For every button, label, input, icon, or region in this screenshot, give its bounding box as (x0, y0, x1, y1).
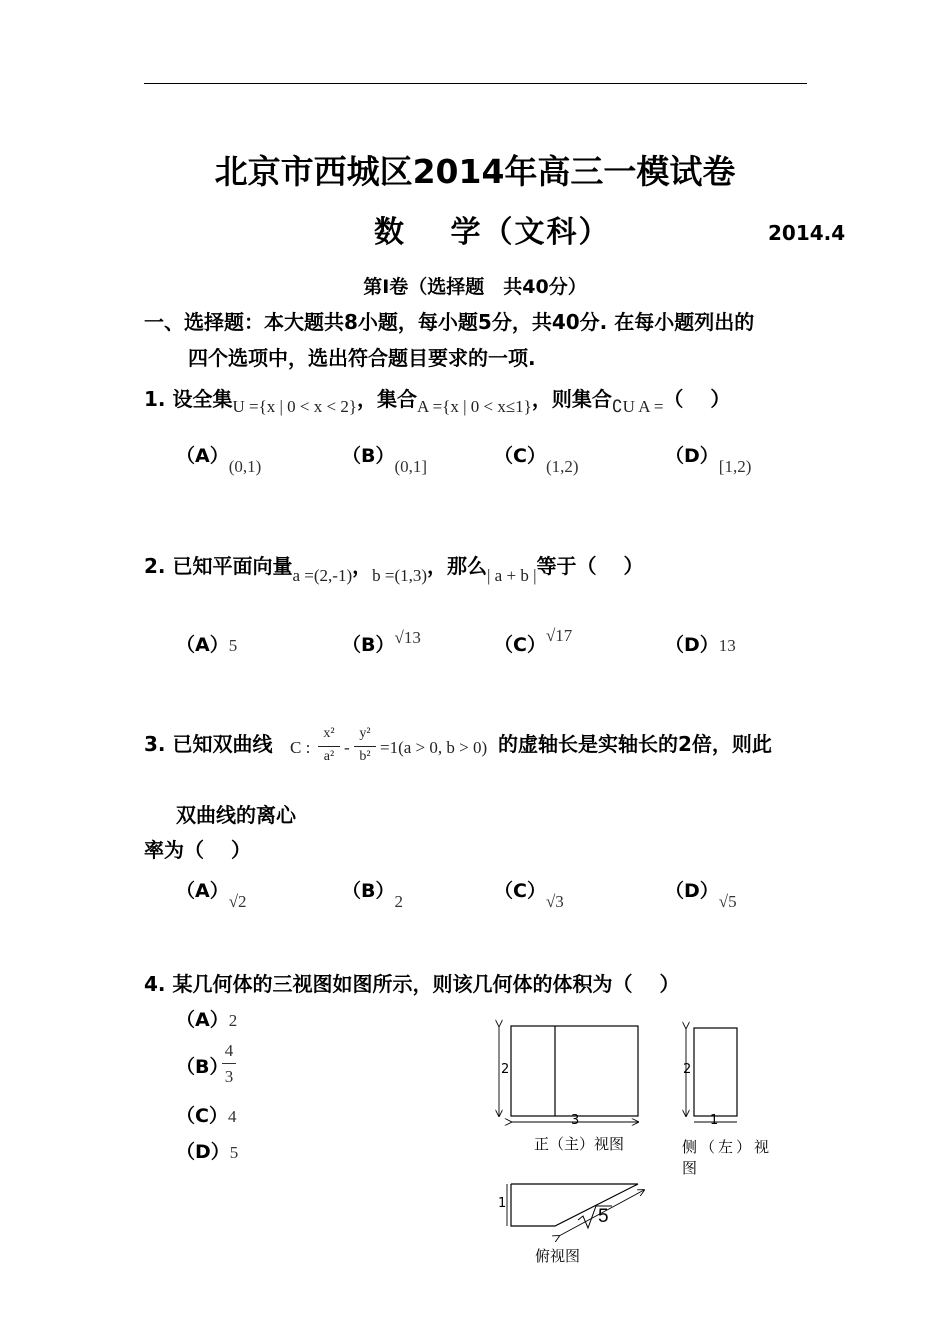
top-view (507, 1184, 644, 1236)
front-view-outline (511, 1026, 638, 1116)
exam-title: 北京市西城区2014年高三一模试卷 (214, 152, 736, 191)
q3-option-c-label: （C） (494, 880, 546, 902)
q3-equation-tail: =1(a > 0, b > 0) (380, 738, 488, 757)
q2-option-d-value: 13 (718, 636, 736, 655)
q2-option-c-value: √17 (545, 626, 573, 645)
q4-number: 4. (144, 972, 166, 996)
q2-sep: ， (352, 554, 373, 578)
q3-c-label: C : (290, 738, 311, 757)
section-heading-line2: 四个选项中，选出符合题目要求的一项. (188, 346, 536, 370)
q3-option-a-value: √2 (228, 892, 247, 911)
q2-magnitude: | a + b | (487, 566, 537, 585)
q2-vector-b: b =(1,3) (372, 566, 428, 585)
q3-frac2-num: y² (359, 726, 371, 741)
q2-option-b-value: √13 (394, 628, 421, 647)
side-view-width-label: 1 (710, 1113, 719, 1128)
q4-option-c-value: 4 (227, 1107, 237, 1126)
q3-option-b-label: （B） (342, 880, 395, 902)
q1-option-b-label: （B） (342, 445, 395, 467)
q1-option-a-value: (0,1) (228, 457, 262, 476)
front-view-height-label: 2 (501, 1062, 510, 1077)
q1-option-d-label: （D） (665, 445, 719, 467)
side-view-caption-line2: 图 (682, 1159, 698, 1177)
q4-option-b-label: （B） (176, 1056, 229, 1078)
q4-option-a-label: （A） (176, 1009, 229, 1031)
q3-option-d-label: （D） (665, 880, 719, 902)
q1-option-c-label: （C） (494, 445, 546, 467)
exam-subtitle: 数 学（文科） (374, 215, 611, 250)
q3-frac2-den: b² (359, 749, 371, 764)
q3-text-b: 的虚轴长是实轴长的2倍，则此 (498, 732, 772, 756)
q4-option-b-den: 3 (224, 1067, 234, 1086)
q3-number: 3. (144, 732, 166, 756)
q1-option-d-value: [1,2) (718, 457, 752, 476)
q3-option-a-label: （A） (176, 880, 229, 902)
q3-minus: - (344, 738, 350, 757)
q2-option-a-value: 5 (228, 636, 238, 655)
top-view-height-label: 1 (498, 1196, 507, 1211)
q3-frac1-den: a² (323, 749, 335, 764)
q1-set-a: A ={x | 0 < x≤1} (417, 397, 532, 416)
section-heading-line1: 一、选择题：本大题共8小题，每小题5分，共40分. 在每小题列出的 (144, 310, 755, 334)
q2-text-b: ，那么 (427, 554, 488, 578)
side-view-outline (694, 1028, 737, 1116)
side-view-height-label: 2 (683, 1062, 692, 1077)
front-view-width-label: 3 (571, 1113, 580, 1128)
q1-text-a: 设全集 (172, 387, 233, 411)
q4-option-d-value: 5 (229, 1143, 239, 1162)
q3-frac1-num: x² (323, 726, 335, 741)
side-view-caption-line1: 侧（左）视 (682, 1138, 773, 1156)
side-view (686, 1028, 737, 1122)
part-heading: 第Ⅰ卷（选择题 共40分） (363, 276, 587, 298)
q2-option-d-label: （D） (665, 634, 719, 656)
q2-option-a-label: （A） (176, 634, 229, 656)
q4-option-c-label: （C） (176, 1105, 228, 1127)
q3-text-line2: 双曲线的离心 (176, 803, 296, 827)
top-view-diag-label: 5 (598, 1206, 609, 1227)
q1-complement: ∁U A = (611, 397, 664, 416)
q4-text: 某几何体的三视图如图所示，则该几何体的体积为（ ） (172, 972, 680, 996)
q1-option-b-value: (0,1] (394, 457, 428, 476)
q3-option-d-value: √5 (718, 892, 737, 911)
q1-number: 1. (144, 387, 166, 411)
q3-option-b-value: 2 (394, 892, 403, 911)
top-view-caption: 俯视图 (535, 1247, 581, 1265)
front-view-caption: 正（主）视图 (534, 1135, 625, 1153)
front-view (499, 1026, 638, 1122)
q4-option-b-num: 4 (224, 1041, 234, 1060)
q1-text-c: ，则集合 (531, 387, 612, 411)
q1-text-b: ，集合 (357, 387, 417, 411)
q1-set-u: U ={x | 0 < x < 2} (232, 397, 357, 416)
q2-number: 2. (144, 554, 166, 578)
q3-text-line3: 率为（ ） (144, 838, 251, 862)
q2-text-c: 等于（ ） (536, 554, 644, 578)
exam-date: 2014.4 (768, 221, 846, 245)
q2-option-c-label: （C） (494, 634, 546, 656)
top-view-outline (511, 1184, 638, 1226)
q2-option-b-label: （B） (342, 634, 395, 656)
q3-option-c-value: √3 (545, 892, 564, 911)
q3-text-a: 已知双曲线 (172, 732, 273, 756)
q4-option-d-label: （D） (176, 1141, 230, 1163)
q2-text-a: 已知平面向量 (172, 554, 293, 578)
q4-option-a-value: 2 (228, 1011, 238, 1030)
q2-vector-a: a =(2,-1) (292, 566, 353, 585)
q1-bracket: （ ） (663, 387, 731, 411)
q1-option-a-label: （A） (176, 445, 229, 467)
q1-option-c-value: (1,2) (545, 457, 579, 476)
